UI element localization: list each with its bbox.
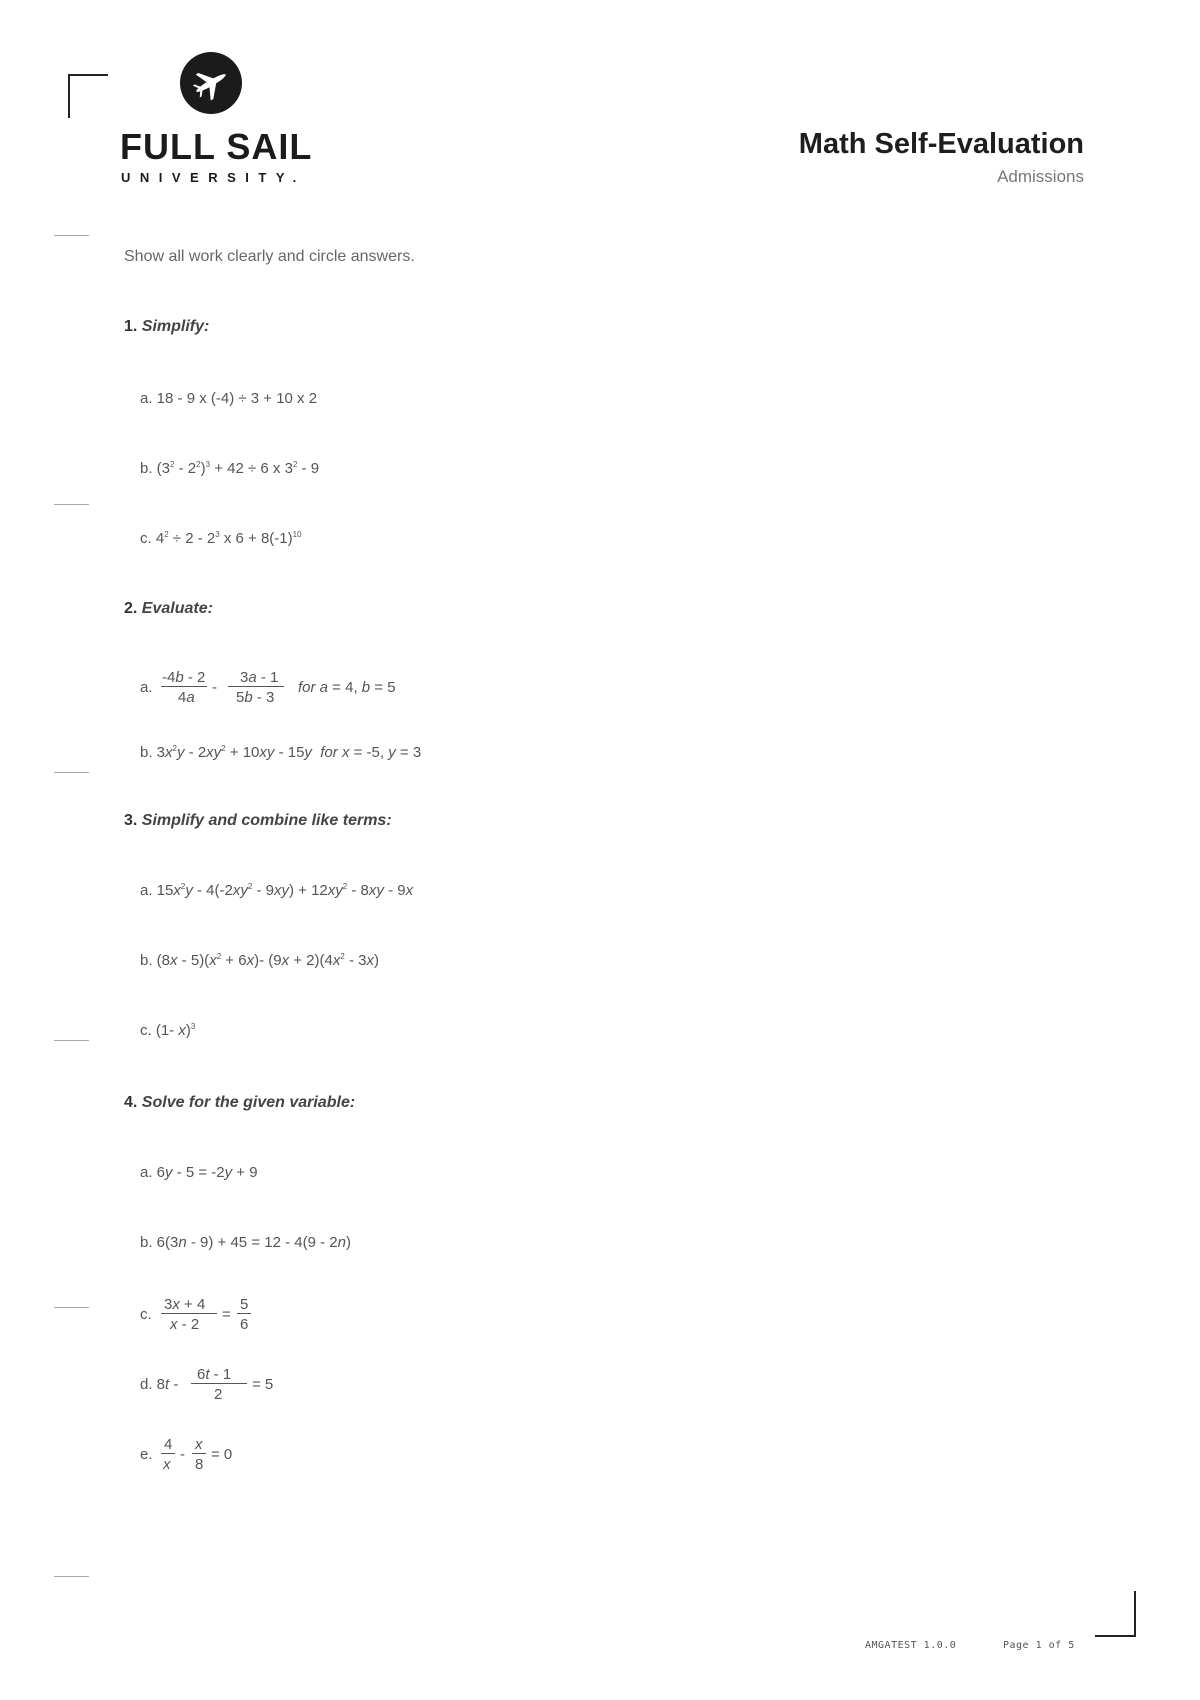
problem-1b: b. $(3^2 - 2^2)^3 + 42 \div 6$ x $3^2 - 9$	[140, 460, 320, 477]
svg-text:2: 2	[214, 1386, 223, 1403]
svg-text:6: 6	[240, 1316, 249, 1333]
question-title: Simplify:	[141, 318, 210, 335]
svg-text:3x + 4: 3x + 4	[164, 1296, 206, 1313]
problem-4d	[140, 1364, 300, 1404]
problem-1a: a. 18 - 9 x (-4) ÷ 3 + 10 x 2	[140, 390, 318, 407]
svg-text:6t - 1: 6t - 1	[197, 1366, 232, 1383]
svg-text:5: 5	[240, 1296, 249, 1313]
document-code: AMGATEST 1.0.0	[865, 1640, 957, 1651]
crop-mark-top-left	[68, 74, 108, 76]
svg-text:4a: 4a	[178, 689, 195, 706]
svg-text:a.: a.	[140, 679, 153, 696]
question-title: Evaluate:	[141, 600, 213, 617]
logo-wordmark: FULL SAIL	[120, 126, 313, 167]
svg-text:e.: e.	[140, 1446, 153, 1463]
problem-4a: a. 6y - 5 = -2y + 9	[140, 1164, 258, 1181]
svg-text:for a = 4, b = 5: for a = 4, b = 5	[298, 679, 396, 696]
margin-tick	[54, 1307, 89, 1308]
question-number: 2.	[124, 600, 138, 617]
university-logo	[180, 52, 242, 114]
svg-text:-: -	[180, 1446, 185, 1463]
question-number: 3.	[124, 812, 138, 829]
svg-text:x: x	[163, 1456, 171, 1473]
instructions: Show all work clearly and circle answers.	[124, 248, 415, 265]
question-number: 1.	[124, 318, 138, 335]
question-heading	[124, 1094, 355, 1112]
svg-text:=: =	[222, 1306, 231, 1323]
logo-subtitle: UNIVERSITY.	[121, 170, 306, 185]
svg-text:x: x	[195, 1436, 203, 1453]
problem-2a	[140, 668, 440, 706]
question-heading	[124, 812, 392, 830]
svg-text:c.: c.	[140, 1306, 152, 1323]
problem-2b: b. $3x^2y - 2xy^2 + 10xy - 15y$ for x = -5, y = 3	[140, 744, 422, 761]
question-number: 4.	[124, 1094, 138, 1111]
crop-mark-bottom-right	[1095, 1635, 1136, 1637]
page-number: Page 1 of 5	[1003, 1640, 1075, 1651]
svg-text:-4b - 2: -4b - 2	[162, 669, 206, 686]
airplane-icon	[180, 52, 242, 114]
question-title: Solve for the given variable:	[141, 1094, 356, 1111]
problem-1c: c. $4^2 \div 2 - 2^3$ x $6 + 8(-1)^{10}$	[140, 530, 302, 547]
margin-tick	[54, 1040, 89, 1041]
problem-4e	[140, 1434, 260, 1474]
problem-4c	[140, 1294, 280, 1334]
document-subtitle: Admissions	[997, 167, 1084, 186]
margin-tick	[54, 504, 89, 505]
question-title: Simplify and combine like terms:	[141, 812, 392, 829]
svg-text:5b - 3: 5b - 3	[236, 689, 275, 706]
svg-text:-: -	[212, 679, 217, 696]
crop-mark-top-left	[68, 74, 70, 118]
svg-text:8: 8	[195, 1456, 204, 1473]
svg-text:= 5: = 5	[252, 1376, 274, 1393]
margin-tick	[54, 235, 89, 236]
question-heading	[124, 318, 209, 336]
crop-mark-bottom-right	[1134, 1591, 1136, 1637]
margin-tick	[54, 772, 89, 773]
svg-text:d. 8t -: d. 8t -	[140, 1376, 179, 1393]
problem-3a: a. $15x^2y - 4(-2xy^2 - 9xy) + 12xy^2 - 8xy - 9x$	[140, 882, 414, 899]
problem-3c: c. (1- x)$^3$	[140, 1022, 196, 1039]
svg-text:3a - 1: 3a - 1	[240, 669, 279, 686]
question-heading	[124, 600, 213, 618]
problem-3b: b. $(8x - 5)(x^2 + 6x)-$ $(9x + 2)(4x^2 - 3x)$	[140, 952, 379, 969]
svg-text:x - 2: x - 2	[170, 1316, 200, 1333]
svg-text:4: 4	[164, 1436, 173, 1453]
svg-text:= 0: = 0	[211, 1446, 233, 1463]
document-title: Math Self-Evaluation	[798, 128, 1084, 160]
margin-tick	[54, 1576, 89, 1577]
problem-4b: b. 6(3n - 9) + 45 = 12 - 4(9 - 2n)	[140, 1234, 351, 1251]
